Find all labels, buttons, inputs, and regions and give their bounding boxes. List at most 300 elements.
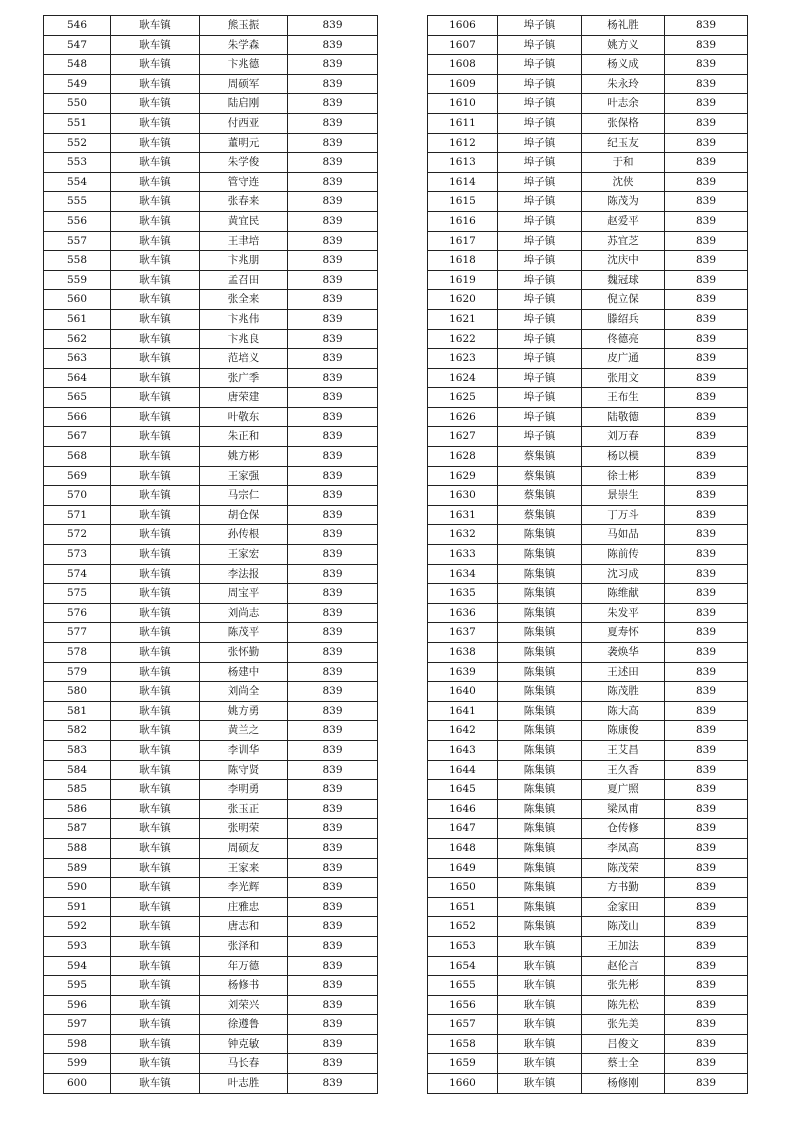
serial-number-cell: 599 bbox=[44, 1054, 111, 1074]
serial-number-cell: 553 bbox=[44, 153, 111, 173]
table-row bbox=[428, 407, 748, 427]
table-row bbox=[44, 231, 378, 251]
amount-cell: 839 bbox=[665, 486, 748, 506]
person-name-cell: 周硕军 bbox=[200, 74, 288, 94]
serial-number-cell: 565 bbox=[44, 388, 111, 408]
town-cell: 耿车镇 bbox=[111, 682, 200, 702]
table-row bbox=[428, 897, 748, 917]
town-cell: 陈集镇 bbox=[498, 662, 582, 682]
person-name-cell: 陈前传 bbox=[582, 545, 665, 565]
serial-number-cell: 560 bbox=[44, 290, 111, 310]
table-row bbox=[44, 701, 378, 721]
person-name-cell: 张怀勤 bbox=[200, 643, 288, 663]
person-name-cell: 刘尚志 bbox=[200, 603, 288, 623]
serial-number-cell: 577 bbox=[44, 623, 111, 643]
table-row bbox=[44, 1054, 378, 1074]
serial-number-cell: 563 bbox=[44, 349, 111, 369]
amount-cell: 839 bbox=[665, 133, 748, 153]
town-cell: 耿车镇 bbox=[111, 388, 200, 408]
table-row bbox=[428, 368, 748, 388]
town-cell: 耿车镇 bbox=[111, 643, 200, 663]
town-cell: 陈集镇 bbox=[498, 858, 582, 878]
person-name-cell: 朱学俊 bbox=[200, 153, 288, 173]
amount-cell: 839 bbox=[288, 1015, 378, 1035]
amount-cell: 839 bbox=[665, 211, 748, 231]
serial-number-cell: 1622 bbox=[428, 329, 498, 349]
amount-cell: 839 bbox=[665, 349, 748, 369]
town-cell: 耿车镇 bbox=[111, 466, 200, 486]
table-row bbox=[44, 819, 378, 839]
serial-number-cell: 1612 bbox=[428, 133, 498, 153]
person-name-cell: 王艾昌 bbox=[582, 740, 665, 760]
serial-number-cell: 1624 bbox=[428, 368, 498, 388]
table-row bbox=[44, 270, 378, 290]
town-cell: 陈集镇 bbox=[498, 721, 582, 741]
serial-number-cell: 549 bbox=[44, 74, 111, 94]
table-row bbox=[44, 94, 378, 114]
person-name-cell: 王布生 bbox=[582, 388, 665, 408]
person-name-cell: 姚方彬 bbox=[200, 447, 288, 467]
town-cell: 耿车镇 bbox=[498, 1054, 582, 1074]
town-cell: 耿车镇 bbox=[111, 270, 200, 290]
town-cell: 耿车镇 bbox=[111, 1034, 200, 1054]
person-name-cell: 王家强 bbox=[200, 466, 288, 486]
person-name-cell: 陆启刚 bbox=[200, 94, 288, 114]
person-name-cell: 朱永玲 bbox=[582, 74, 665, 94]
serial-number-cell: 576 bbox=[44, 603, 111, 623]
person-name-cell: 张泽和 bbox=[200, 936, 288, 956]
town-cell: 耿车镇 bbox=[111, 211, 200, 231]
amount-cell: 839 bbox=[665, 1034, 748, 1054]
town-cell: 耿车镇 bbox=[498, 1034, 582, 1054]
amount-cell: 839 bbox=[288, 917, 378, 937]
table-row bbox=[428, 16, 748, 36]
serial-number-cell: 1634 bbox=[428, 564, 498, 584]
town-cell: 陈集镇 bbox=[498, 564, 582, 584]
serial-number-cell: 1655 bbox=[428, 976, 498, 996]
serial-number-cell: 1645 bbox=[428, 780, 498, 800]
town-cell: 埠子镇 bbox=[498, 153, 582, 173]
amount-cell: 839 bbox=[665, 1054, 748, 1074]
serial-number-cell: 570 bbox=[44, 486, 111, 506]
person-name-cell: 周硕友 bbox=[200, 838, 288, 858]
amount-cell: 839 bbox=[665, 878, 748, 898]
town-cell: 耿车镇 bbox=[111, 55, 200, 75]
amount-cell: 839 bbox=[665, 917, 748, 937]
serial-number-cell: 1626 bbox=[428, 407, 498, 427]
amount-cell: 839 bbox=[288, 936, 378, 956]
table-row bbox=[44, 290, 378, 310]
town-cell: 耿车镇 bbox=[111, 309, 200, 329]
person-name-cell: 陈茂胜 bbox=[582, 682, 665, 702]
town-cell: 埠子镇 bbox=[498, 133, 582, 153]
table-row bbox=[44, 505, 378, 525]
amount-cell: 839 bbox=[665, 1015, 748, 1035]
amount-cell: 839 bbox=[288, 251, 378, 271]
town-cell: 耿车镇 bbox=[111, 153, 200, 173]
serial-number-cell: 568 bbox=[44, 447, 111, 467]
serial-number-cell: 595 bbox=[44, 976, 111, 996]
person-name-cell: 皮广通 bbox=[582, 349, 665, 369]
table-row bbox=[44, 662, 378, 682]
town-cell: 陈集镇 bbox=[498, 740, 582, 760]
town-cell: 陈集镇 bbox=[498, 799, 582, 819]
town-cell: 陈集镇 bbox=[498, 701, 582, 721]
person-name-cell: 袭焕华 bbox=[582, 643, 665, 663]
person-name-cell: 孟召田 bbox=[200, 270, 288, 290]
amount-cell: 839 bbox=[665, 643, 748, 663]
town-cell: 耿车镇 bbox=[111, 113, 200, 133]
serial-number-cell: 1607 bbox=[428, 35, 498, 55]
person-name-cell: 年万德 bbox=[200, 956, 288, 976]
person-name-cell: 张全来 bbox=[200, 290, 288, 310]
person-name-cell: 熊玉振 bbox=[200, 16, 288, 36]
person-name-cell: 徐遵鲁 bbox=[200, 1015, 288, 1035]
serial-number-cell: 584 bbox=[44, 760, 111, 780]
serial-number-cell: 1630 bbox=[428, 486, 498, 506]
table-row bbox=[44, 976, 378, 996]
amount-cell: 839 bbox=[665, 584, 748, 604]
person-name-cell: 陆敬德 bbox=[582, 407, 665, 427]
amount-cell: 839 bbox=[288, 760, 378, 780]
amount-cell: 839 bbox=[665, 976, 748, 996]
serial-number-cell: 1623 bbox=[428, 349, 498, 369]
person-name-cell: 卞兆朋 bbox=[200, 251, 288, 271]
town-cell: 耿车镇 bbox=[498, 936, 582, 956]
amount-cell: 839 bbox=[288, 388, 378, 408]
serial-number-cell: 558 bbox=[44, 251, 111, 271]
table-row bbox=[428, 525, 748, 545]
town-cell: 陈集镇 bbox=[498, 643, 582, 663]
table-row bbox=[428, 211, 748, 231]
town-cell: 耿车镇 bbox=[111, 564, 200, 584]
table-row bbox=[428, 564, 748, 584]
town-cell: 耿车镇 bbox=[111, 623, 200, 643]
amount-cell: 839 bbox=[665, 16, 748, 36]
person-name-cell: 陈茂平 bbox=[200, 623, 288, 643]
table-row bbox=[44, 995, 378, 1015]
serial-number-cell: 585 bbox=[44, 780, 111, 800]
person-name-cell: 胡仓保 bbox=[200, 505, 288, 525]
town-cell: 耿车镇 bbox=[111, 349, 200, 369]
person-name-cell: 丁万斗 bbox=[582, 505, 665, 525]
person-name-cell: 李训华 bbox=[200, 740, 288, 760]
town-cell: 耿车镇 bbox=[111, 329, 200, 349]
amount-cell: 839 bbox=[665, 760, 748, 780]
person-name-cell: 姚方义 bbox=[582, 35, 665, 55]
person-name-cell: 陈康俊 bbox=[582, 721, 665, 741]
person-name-cell: 沈庆中 bbox=[582, 251, 665, 271]
table-row bbox=[428, 113, 748, 133]
table-row bbox=[428, 662, 748, 682]
person-name-cell: 杨义成 bbox=[582, 55, 665, 75]
table-row bbox=[428, 427, 748, 447]
person-name-cell: 方书勤 bbox=[582, 878, 665, 898]
table-row bbox=[44, 917, 378, 937]
amount-cell: 839 bbox=[665, 956, 748, 976]
person-name-cell: 黄兰之 bbox=[200, 721, 288, 741]
person-name-cell: 刘尚全 bbox=[200, 682, 288, 702]
amount-cell: 839 bbox=[665, 55, 748, 75]
table-row bbox=[44, 192, 378, 212]
town-cell: 耿车镇 bbox=[111, 936, 200, 956]
serial-number-cell: 590 bbox=[44, 878, 111, 898]
serial-number-cell: 1628 bbox=[428, 447, 498, 467]
town-cell: 耿车镇 bbox=[111, 819, 200, 839]
amount-cell: 839 bbox=[665, 505, 748, 525]
person-name-cell: 朱学森 bbox=[200, 35, 288, 55]
serial-number-cell: 1631 bbox=[428, 505, 498, 525]
table-row bbox=[44, 113, 378, 133]
town-cell: 埠子镇 bbox=[498, 55, 582, 75]
serial-number-cell: 1650 bbox=[428, 878, 498, 898]
table-row bbox=[428, 740, 748, 760]
serial-number-cell: 1656 bbox=[428, 995, 498, 1015]
town-cell: 蔡集镇 bbox=[498, 505, 582, 525]
person-name-cell: 李明勇 bbox=[200, 780, 288, 800]
serial-number-cell: 1652 bbox=[428, 917, 498, 937]
amount-cell: 839 bbox=[288, 819, 378, 839]
amount-cell: 839 bbox=[288, 682, 378, 702]
person-name-cell: 马如品 bbox=[582, 525, 665, 545]
person-name-cell: 沈习成 bbox=[582, 564, 665, 584]
serial-number-cell: 1654 bbox=[428, 956, 498, 976]
amount-cell: 839 bbox=[288, 153, 378, 173]
amount-cell: 839 bbox=[665, 799, 748, 819]
serial-number-cell: 561 bbox=[44, 309, 111, 329]
roster-table-right-body bbox=[428, 16, 748, 1094]
amount-cell: 839 bbox=[665, 721, 748, 741]
serial-number-cell: 562 bbox=[44, 329, 111, 349]
person-name-cell: 梁凤甫 bbox=[582, 799, 665, 819]
table-row bbox=[44, 211, 378, 231]
town-cell: 耿车镇 bbox=[111, 133, 200, 153]
table-row bbox=[44, 878, 378, 898]
town-cell: 耿车镇 bbox=[111, 231, 200, 251]
roster-table-left-body bbox=[44, 16, 378, 1094]
serial-number-cell: 594 bbox=[44, 956, 111, 976]
town-cell: 埠子镇 bbox=[498, 211, 582, 231]
serial-number-cell: 564 bbox=[44, 368, 111, 388]
amount-cell: 839 bbox=[288, 133, 378, 153]
amount-cell: 839 bbox=[288, 897, 378, 917]
table-row bbox=[44, 623, 378, 643]
table-row bbox=[44, 936, 378, 956]
table-row bbox=[44, 309, 378, 329]
serial-number-cell: 551 bbox=[44, 113, 111, 133]
table-row bbox=[428, 682, 748, 702]
person-name-cell: 刘荣兴 bbox=[200, 995, 288, 1015]
person-name-cell: 马宗仁 bbox=[200, 486, 288, 506]
serial-number-cell: 587 bbox=[44, 819, 111, 839]
person-name-cell: 孙传根 bbox=[200, 525, 288, 545]
amount-cell: 839 bbox=[665, 113, 748, 133]
serial-number-cell: 1637 bbox=[428, 623, 498, 643]
amount-cell: 839 bbox=[665, 407, 748, 427]
table-row bbox=[44, 55, 378, 75]
serial-number-cell: 1644 bbox=[428, 760, 498, 780]
serial-number-cell: 1659 bbox=[428, 1054, 498, 1074]
person-name-cell: 金家田 bbox=[582, 897, 665, 917]
town-cell: 埠子镇 bbox=[498, 309, 582, 329]
serial-number-cell: 548 bbox=[44, 55, 111, 75]
serial-number-cell: 1639 bbox=[428, 662, 498, 682]
person-name-cell: 卞兆伟 bbox=[200, 309, 288, 329]
amount-cell: 839 bbox=[288, 1074, 378, 1094]
amount-cell: 839 bbox=[288, 545, 378, 565]
amount-cell: 839 bbox=[288, 94, 378, 114]
serial-number-cell: 1619 bbox=[428, 270, 498, 290]
amount-cell: 839 bbox=[665, 172, 748, 192]
serial-number-cell: 1658 bbox=[428, 1034, 498, 1054]
town-cell: 耿车镇 bbox=[498, 956, 582, 976]
town-cell: 耿车镇 bbox=[111, 94, 200, 114]
town-cell: 耿车镇 bbox=[111, 662, 200, 682]
amount-cell: 839 bbox=[288, 211, 378, 231]
table-row bbox=[428, 349, 748, 369]
town-cell: 耿车镇 bbox=[111, 858, 200, 878]
amount-cell: 839 bbox=[665, 623, 748, 643]
table-row bbox=[428, 388, 748, 408]
amount-cell: 839 bbox=[665, 819, 748, 839]
town-cell: 耿车镇 bbox=[111, 780, 200, 800]
town-cell: 陈集镇 bbox=[498, 584, 582, 604]
serial-number-cell: 575 bbox=[44, 584, 111, 604]
amount-cell: 839 bbox=[288, 447, 378, 467]
amount-cell: 839 bbox=[288, 603, 378, 623]
serial-number-cell: 1653 bbox=[428, 936, 498, 956]
person-name-cell: 景崇生 bbox=[582, 486, 665, 506]
table-row bbox=[428, 976, 748, 996]
town-cell: 陈集镇 bbox=[498, 878, 582, 898]
table-row bbox=[428, 505, 748, 525]
town-cell: 耿车镇 bbox=[111, 35, 200, 55]
amount-cell: 839 bbox=[288, 799, 378, 819]
town-cell: 耿车镇 bbox=[111, 486, 200, 506]
amount-cell: 839 bbox=[665, 682, 748, 702]
table-row bbox=[44, 486, 378, 506]
person-name-cell: 陈维献 bbox=[582, 584, 665, 604]
person-name-cell: 卞兆德 bbox=[200, 55, 288, 75]
town-cell: 陈集镇 bbox=[498, 525, 582, 545]
town-cell: 耿车镇 bbox=[111, 878, 200, 898]
person-name-cell: 魏冠球 bbox=[582, 270, 665, 290]
table-row bbox=[44, 1034, 378, 1054]
amount-cell: 839 bbox=[288, 113, 378, 133]
table-row bbox=[44, 407, 378, 427]
table-row bbox=[428, 231, 748, 251]
town-cell: 耿车镇 bbox=[111, 74, 200, 94]
serial-number-cell: 555 bbox=[44, 192, 111, 212]
table-row bbox=[428, 1015, 748, 1035]
person-name-cell: 陈茂山 bbox=[582, 917, 665, 937]
amount-cell: 839 bbox=[665, 936, 748, 956]
town-cell: 蔡集镇 bbox=[498, 486, 582, 506]
person-name-cell: 王久香 bbox=[582, 760, 665, 780]
amount-cell: 839 bbox=[665, 995, 748, 1015]
table-row bbox=[428, 309, 748, 329]
serial-number-cell: 596 bbox=[44, 995, 111, 1015]
person-name-cell: 马长春 bbox=[200, 1054, 288, 1074]
table-row bbox=[428, 270, 748, 290]
person-name-cell: 赵爱平 bbox=[582, 211, 665, 231]
person-name-cell: 赵伦言 bbox=[582, 956, 665, 976]
serial-number-cell: 591 bbox=[44, 897, 111, 917]
person-name-cell: 杨以模 bbox=[582, 447, 665, 467]
table-row bbox=[428, 819, 748, 839]
serial-number-cell: 566 bbox=[44, 407, 111, 427]
town-cell: 耿车镇 bbox=[498, 1074, 582, 1094]
person-name-cell: 王加法 bbox=[582, 936, 665, 956]
town-cell: 耿车镇 bbox=[111, 172, 200, 192]
amount-cell: 839 bbox=[665, 466, 748, 486]
amount-cell: 839 bbox=[288, 838, 378, 858]
person-name-cell: 杨修书 bbox=[200, 976, 288, 996]
town-cell: 埠子镇 bbox=[498, 251, 582, 271]
town-cell: 耿车镇 bbox=[111, 251, 200, 271]
person-name-cell: 夏广照 bbox=[582, 780, 665, 800]
table-row bbox=[428, 956, 748, 976]
town-cell: 蔡集镇 bbox=[498, 447, 582, 467]
person-name-cell: 陈守贤 bbox=[200, 760, 288, 780]
table-row bbox=[44, 251, 378, 271]
amount-cell: 839 bbox=[288, 858, 378, 878]
table-row bbox=[44, 427, 378, 447]
table-row bbox=[44, 388, 378, 408]
serial-number-cell: 1640 bbox=[428, 682, 498, 702]
amount-cell: 839 bbox=[288, 349, 378, 369]
amount-cell: 839 bbox=[665, 35, 748, 55]
serial-number-cell: 547 bbox=[44, 35, 111, 55]
town-cell: 耿车镇 bbox=[111, 1074, 200, 1094]
table-row bbox=[44, 603, 378, 623]
table-row bbox=[428, 584, 748, 604]
table-row bbox=[428, 172, 748, 192]
person-name-cell: 朱发平 bbox=[582, 603, 665, 623]
town-cell: 埠子镇 bbox=[498, 231, 582, 251]
serial-number-cell: 1621 bbox=[428, 309, 498, 329]
serial-number-cell: 597 bbox=[44, 1015, 111, 1035]
serial-number-cell: 1648 bbox=[428, 838, 498, 858]
person-name-cell: 杨修刚 bbox=[582, 1074, 665, 1094]
town-cell: 陈集镇 bbox=[498, 545, 582, 565]
town-cell: 耿车镇 bbox=[111, 799, 200, 819]
amount-cell: 839 bbox=[665, 427, 748, 447]
serial-number-cell: 552 bbox=[44, 133, 111, 153]
serial-number-cell: 588 bbox=[44, 838, 111, 858]
serial-number-cell: 1614 bbox=[428, 172, 498, 192]
town-cell: 耿车镇 bbox=[111, 976, 200, 996]
town-cell: 耿车镇 bbox=[111, 290, 200, 310]
town-cell: 陈集镇 bbox=[498, 623, 582, 643]
table-row bbox=[44, 760, 378, 780]
table-row bbox=[44, 1074, 378, 1094]
serial-number-cell: 1618 bbox=[428, 251, 498, 271]
serial-number-cell: 593 bbox=[44, 936, 111, 956]
serial-number-cell: 554 bbox=[44, 172, 111, 192]
person-name-cell: 李法报 bbox=[200, 564, 288, 584]
table-row bbox=[44, 16, 378, 36]
table-row bbox=[428, 1054, 748, 1074]
amount-cell: 839 bbox=[665, 603, 748, 623]
serial-number-cell: 581 bbox=[44, 701, 111, 721]
person-name-cell: 唐志和 bbox=[200, 917, 288, 937]
serial-number-cell: 574 bbox=[44, 564, 111, 584]
serial-number-cell: 1651 bbox=[428, 897, 498, 917]
amount-cell: 839 bbox=[665, 564, 748, 584]
amount-cell: 839 bbox=[288, 309, 378, 329]
table-row bbox=[428, 133, 748, 153]
